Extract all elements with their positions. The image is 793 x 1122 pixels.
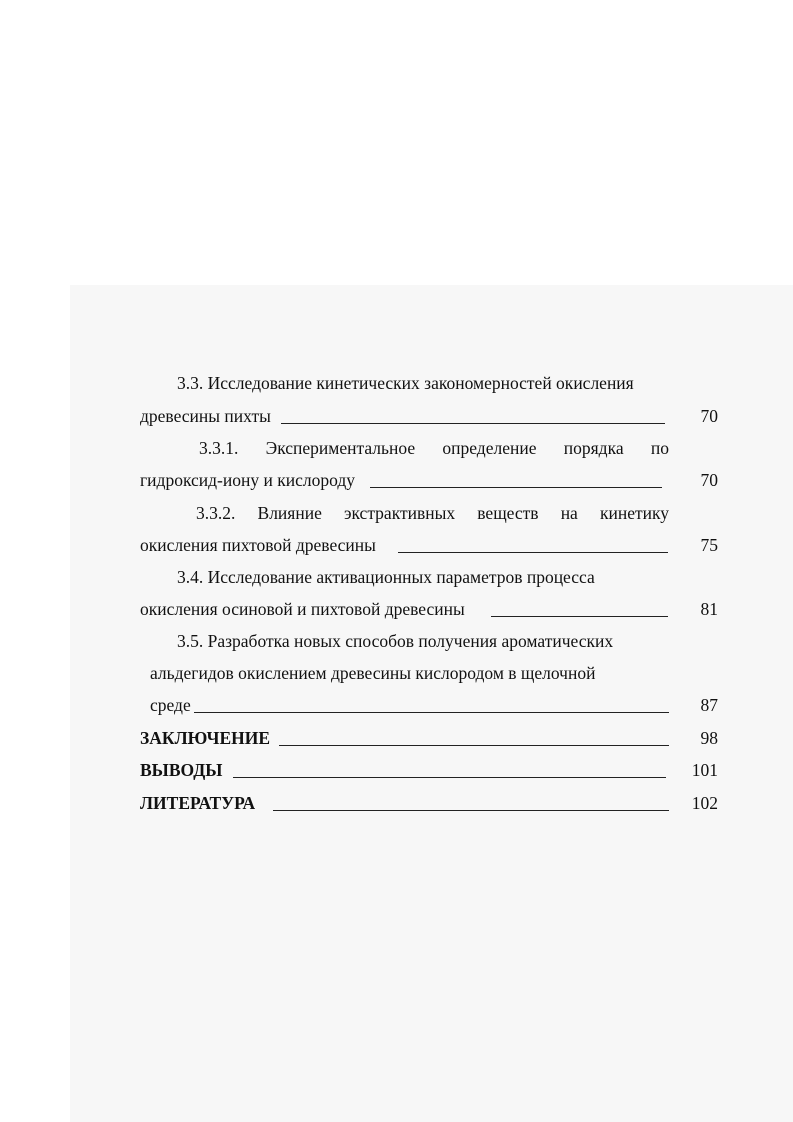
- toc-entry-title: 3.3.1. Экспериментальное определение порядка по: [199, 438, 669, 458]
- leader-line: [273, 810, 669, 811]
- leader-line: [370, 487, 662, 488]
- toc-entry-title-cont: альдегидов окислением древесины кислородом в щелочной: [150, 663, 596, 683]
- page-number: 101: [691, 760, 718, 780]
- toc-entry-title: 3.5. Разработка новых способов получения ароматических: [177, 631, 614, 651]
- leader-line: [281, 423, 665, 424]
- page-number: 81: [700, 599, 718, 619]
- toc-entry-title: ЛИТЕРАТУРА: [140, 793, 256, 813]
- toc-entry-title-cont: древесины пихты: [140, 406, 271, 426]
- toc-entry-title: ВЫВОДЫ: [140, 760, 223, 780]
- page-number: 87: [700, 695, 718, 715]
- toc-entry-title: 3.3.2. Влияние экстрактивных веществ на кинетику: [196, 503, 669, 523]
- toc-entry-title-cont: окисления пихтовой древесины: [140, 535, 376, 555]
- toc-entry-title-cont: окисления осиновой и пихтовой древесины: [140, 599, 465, 619]
- page-number: 75: [700, 535, 718, 555]
- page-number: 102: [691, 793, 718, 813]
- leader-line: [279, 745, 669, 746]
- leader-line: [491, 616, 668, 617]
- page-number: 70: [700, 470, 718, 490]
- toc-entry-title: 3.4. Исследование активационных параметров процесса: [177, 567, 595, 587]
- page-number: 98: [700, 728, 718, 748]
- toc-entry-title: 3.3. Исследование кинетических закономерностей окисления: [177, 373, 634, 393]
- toc-entry-title: ЗАКЛЮЧЕНИЕ: [140, 728, 271, 748]
- leader-line: [233, 777, 666, 778]
- page-number: 70: [700, 406, 718, 426]
- leader-line: [398, 552, 668, 553]
- leader-line: [194, 712, 669, 713]
- toc-entry-title-cont: гидроксид-иону и кислороду: [140, 470, 355, 490]
- toc-entry-title-cont2: среде: [150, 695, 191, 715]
